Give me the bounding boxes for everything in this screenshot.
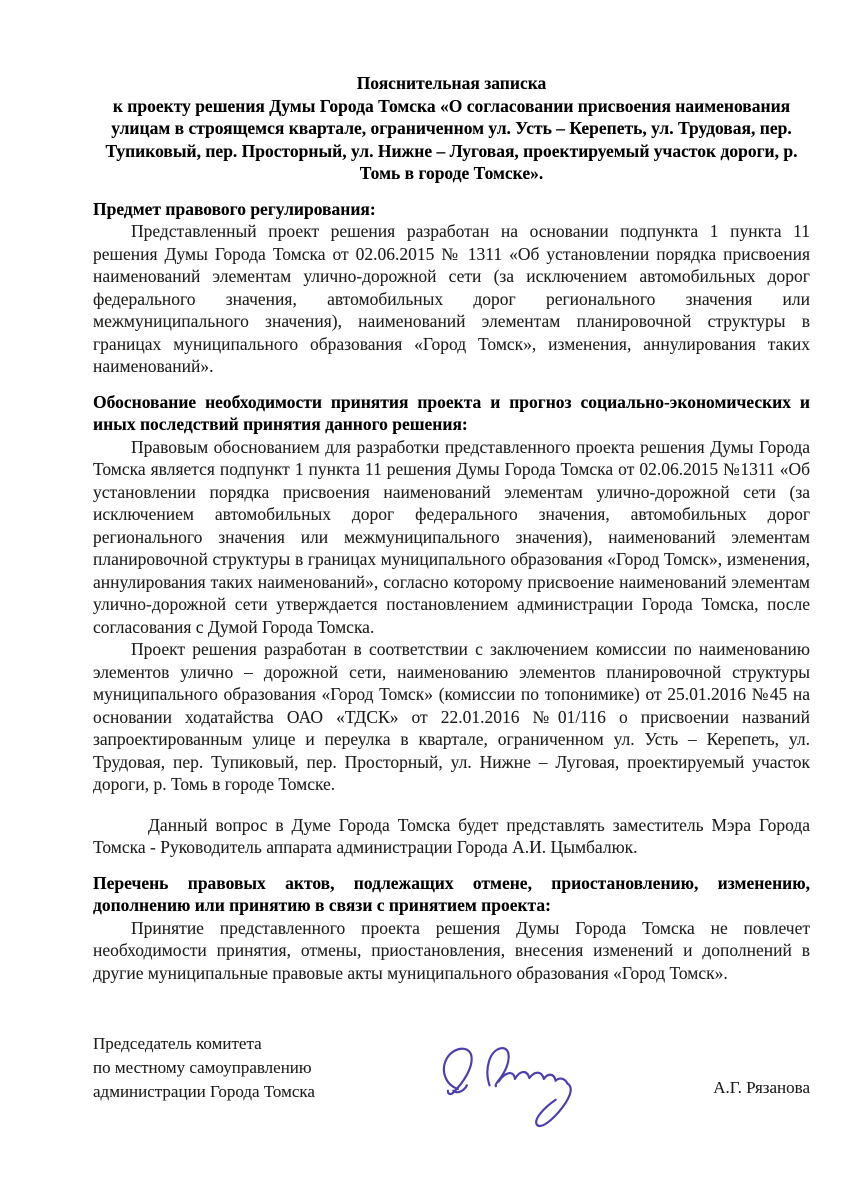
document-section (93, 872, 810, 985)
signatory-position-line: Председатель комитета (93, 1034, 262, 1053)
document-title-line1: Пояснительная записка (356, 73, 547, 93)
paragraph: Принятие представленного проекта решения Думы Города Томска не повлечет необходимости принятия, отмены, приостановления, внесения изменений и дополнений в другие муниципальные правовые акты муниципального образования «Город Томск». (93, 917, 810, 983)
signatory-name: А.Г. Рязанова (713, 1078, 810, 1097)
handwritten-signature (315, 1038, 713, 1138)
paragraph: Правовым обоснованием для разработки представленного проекта решения Думы Города Томска является подпункт 1 пункта 11 решения Думы Города Томска от 02.06.2015 №1311 «Об установлении порядка присвоения наименований элементам улично-дорожной сети (за исключением автомобильных дорог федерального значения, автомобильных дорог регионального значения или межмуниципального значения), наименований элементам планировочной структуры в границах муниципального образования «Город Томск», изменения, аннулирования таких наименований», согласно которому присвоение наименований элементам улично-дорожной сети утверждается постановлением администрации Города Томска, после согласования с Думой Города Томска. (93, 436, 810, 637)
document-section (93, 391, 810, 859)
signature-block (93, 1032, 810, 1138)
document-body (93, 198, 810, 985)
paragraph: Представленный проект решения разработан на основании подпункта 1 пункта 11 решения Думы Города Томска от 02.06.2015 № 1311 «Об установлении порядка присвоения наименований элементам улично-дорожной сети (за исключением автомобильных дорог федерального значения, автомобильных дорог регионального значения или межмуниципального значения), наименований элементам планировочной структуры в границах муниципального образования «Город Томск», изменения, аннулирования таких наименований». (93, 221, 810, 376)
signatory-position-line: администрации Города Томска (93, 1082, 315, 1101)
section-heading: Предмет правового регулирования: (93, 198, 376, 219)
document-title-subject: к проекту решения Думы Города Томска «О согласовании присвоения наименования улицам в строящемся квартале, ограниченном ул. Усть – Керепеть, ул. Трудовая, пер. Тупиковый, пер. Просторный, ул. Нижне – Луговая, проектируемый участок дороги, р. Томь в городе Томске». (105, 95, 798, 183)
section-heading: Перечень правовых актов, подлежащих отмене, приостановлению, изменению, дополнению или принятию в связи с принятием проекта: (93, 872, 810, 915)
paragraph: Данный вопрос в Думе Города Томска будет представлять заместитель Мэра Города Томска - Руководитель аппарата администрации Города А.И. Цымбалюк. (93, 814, 810, 857)
document-section (93, 198, 810, 378)
section-heading: Обоснование необходимости принятия проекта и прогноз социально-экономических и иных последствий принятия данного решения: (93, 391, 810, 434)
document-title (93, 72, 810, 185)
paragraph: Проект решения разработан в соответствии с заключением комиссии по наименованию элементов улично – дорожной сети, наименованию элементов планировочной структуры муниципального образования «Город Томск» (комиссии по топонимике) от 25.01.2016 №45 на основании ходатайства ОАО «ТДСК» от 22.01.2016 №01/116 о присвоении названий запроектированным улице и переулка в квартале, ограниченном ул. Усть – Керепеть, ул. Трудовая, пер. Тупиковый, пер. Просторный, ул. Нижне – Луговая, проектируемый участок дороги, р. Томь в городе Томске. (93, 639, 810, 794)
signature-ink-icon (428, 1038, 600, 1138)
signatory-position (93, 1032, 315, 1104)
signatory-position-line: по местному самоуправлению (93, 1058, 312, 1077)
